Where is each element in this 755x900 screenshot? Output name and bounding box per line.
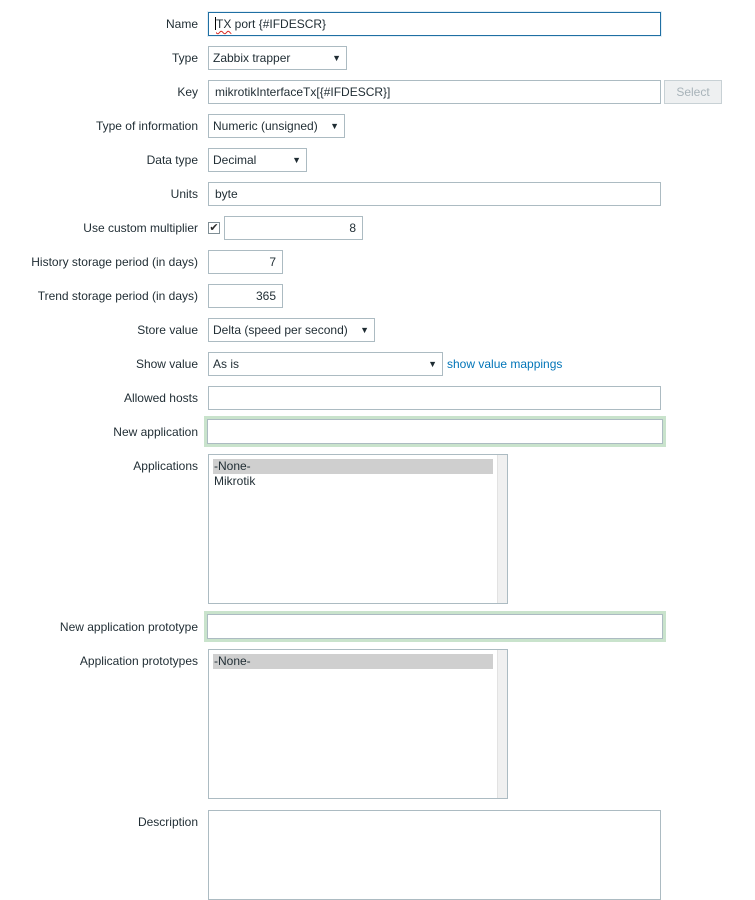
type-of-information-select[interactable]: Numeric (unsigned) ▼ bbox=[208, 114, 345, 138]
show-value-mappings-link[interactable]: show value mappings bbox=[447, 357, 563, 371]
key-input[interactable]: mikrotikInterfaceTx[{#IFDESCR}] bbox=[208, 80, 661, 104]
units-label: Units bbox=[170, 187, 198, 201]
units-input[interactable]: byte bbox=[208, 182, 661, 206]
store-value-label: Store value bbox=[137, 323, 198, 337]
allowed-hosts-label: Allowed hosts bbox=[123, 391, 198, 405]
store-value-select[interactable]: Delta (speed per second) ▼ bbox=[208, 318, 375, 342]
chevron-down-icon: ▼ bbox=[332, 53, 341, 63]
description-textarea[interactable] bbox=[208, 810, 661, 900]
trend-input[interactable]: 365 bbox=[208, 284, 283, 308]
list-item[interactable]: -None- bbox=[213, 654, 493, 669]
new-application-prototype-label: New application prototype bbox=[59, 620, 198, 634]
data-type-label: Data type bbox=[146, 153, 198, 167]
type-of-information-label: Type of information bbox=[95, 119, 198, 133]
scrollbar[interactable] bbox=[497, 650, 507, 798]
application-prototypes-listbox[interactable] bbox=[208, 649, 508, 799]
application-prototypes-label: Application prototypes bbox=[79, 654, 198, 668]
applications-listbox[interactable] bbox=[208, 454, 508, 604]
name-input[interactable]: TX port {#IFDESCR} bbox=[208, 12, 661, 36]
list-item[interactable]: -None- bbox=[213, 459, 493, 474]
show-value-select[interactable]: As is ▼ bbox=[208, 352, 443, 376]
allowed-hosts-input[interactable] bbox=[208, 386, 661, 410]
name-label: Name bbox=[165, 17, 198, 31]
show-value-label: Show value bbox=[135, 357, 198, 371]
history-input[interactable]: 7 bbox=[208, 250, 283, 274]
applications-label: Applications bbox=[133, 459, 198, 473]
list-item[interactable]: Mikrotik bbox=[214, 474, 256, 488]
data-type-select[interactable]: Decimal ▼ bbox=[208, 148, 307, 172]
type-select[interactable]: Zabbix trapper ▼ bbox=[208, 46, 347, 70]
custom-multiplier-label: Use custom multiplier bbox=[83, 221, 198, 235]
scrollbar[interactable] bbox=[497, 455, 507, 603]
custom-multiplier-checkbox[interactable]: ✔ bbox=[209, 222, 219, 234]
type-label: Type bbox=[171, 51, 198, 65]
custom-multiplier-input[interactable]: 8 bbox=[224, 216, 363, 240]
chevron-down-icon: ▼ bbox=[292, 155, 301, 165]
new-application-prototype-input[interactable] bbox=[204, 611, 666, 642]
description-label: Description bbox=[137, 815, 198, 829]
trend-label: Trend storage period (in days) bbox=[37, 289, 198, 303]
new-application-input[interactable] bbox=[204, 416, 666, 447]
new-application-label: New application bbox=[113, 425, 198, 439]
key-select-button[interactable]: Select bbox=[664, 80, 722, 104]
chevron-down-icon: ▼ bbox=[428, 359, 437, 369]
history-label: History storage period (in days) bbox=[31, 255, 198, 269]
chevron-down-icon: ▼ bbox=[360, 325, 369, 335]
chevron-down-icon: ▼ bbox=[330, 121, 339, 131]
key-label: Key bbox=[177, 85, 198, 99]
